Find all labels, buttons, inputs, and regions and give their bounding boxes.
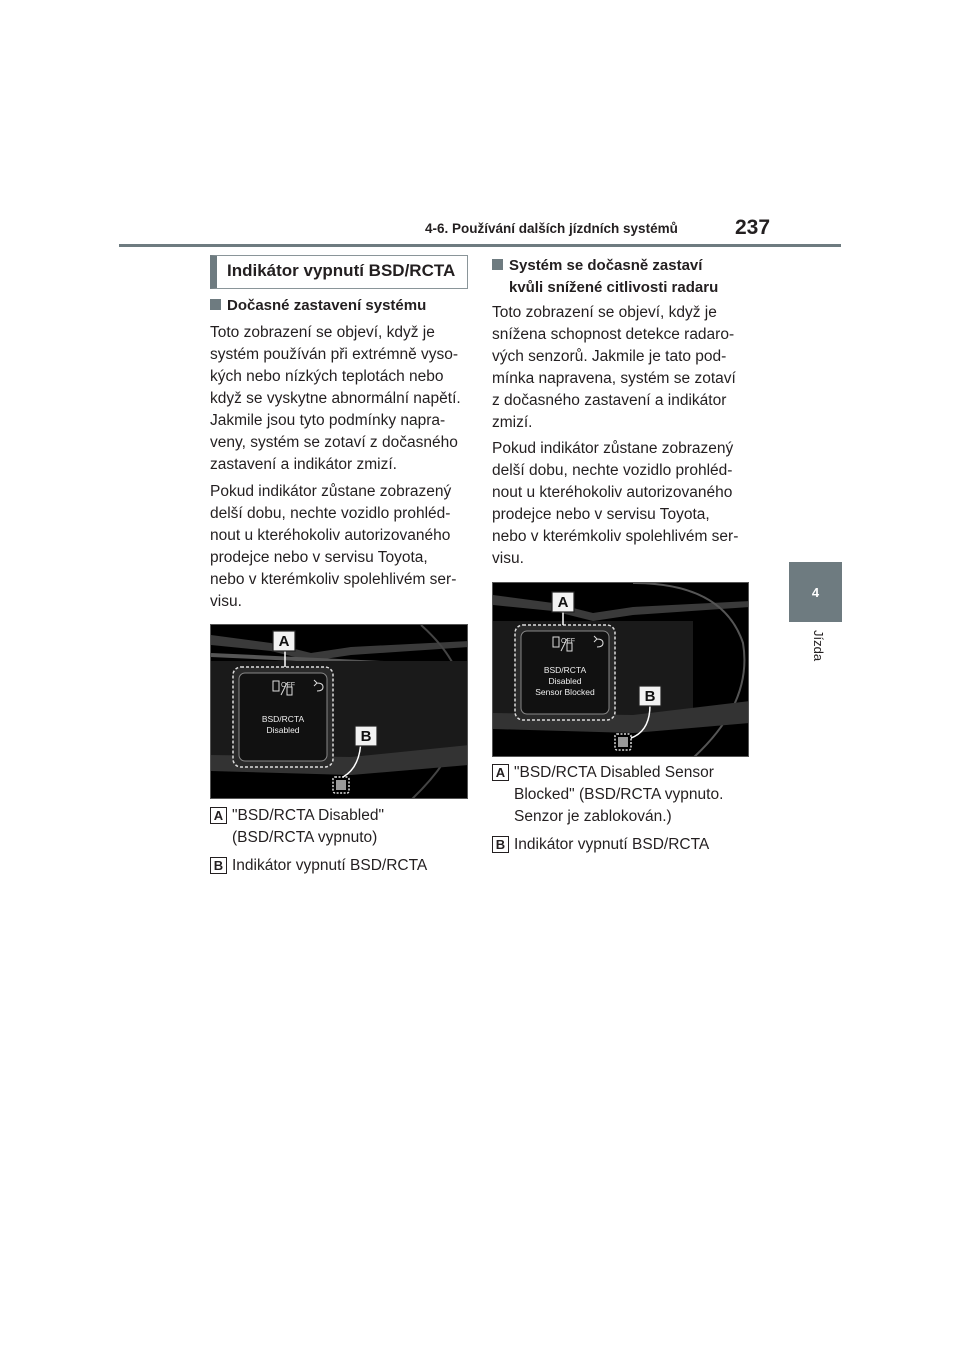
legend-text-line: "BSD/RCTA Disabled Sensor	[514, 764, 714, 781]
left-paragraph-1	[210, 322, 461, 476]
screen-line-3: Sensor Blocked	[535, 687, 595, 697]
header-rule	[119, 244, 841, 247]
bsd-off-indicator-icon	[336, 780, 346, 790]
screen-line-1: BSD/RCTA	[543, 665, 587, 675]
left-subhead	[210, 295, 426, 317]
chapter-label: Jízda	[811, 630, 826, 662]
text-line: Toto zobrazení se objeví, když je	[492, 304, 717, 321]
text-line: nout u kteréhokoliv autorizovaného	[210, 527, 451, 544]
text-line: visu.	[492, 550, 524, 567]
text-line: snížena schopnost detekce radaro-	[492, 326, 735, 343]
right-paragraph-1	[492, 302, 736, 434]
legend-key-b: B	[492, 836, 509, 853]
text-line: delší dobu, nechte vozidlo prohléd-	[492, 462, 733, 479]
chapter-number: 4	[811, 584, 820, 600]
legend-key-a: A	[210, 807, 227, 824]
left-cluster-illustration	[210, 624, 468, 799]
text-line: vých senzorů. Jakmile je tato pod-	[492, 348, 727, 365]
text-line: systém používán při extrémně vyso-	[210, 346, 459, 363]
legend-text-line: Blocked" (BSD/RCTA vypnuto.	[514, 786, 724, 803]
text-line: kých nebo nízkých teplotách nebo	[210, 368, 444, 385]
page-number: 237	[735, 216, 771, 239]
callout-b: B	[644, 688, 656, 705]
text-line: Pokud indikátor zůstane zobrazený	[492, 440, 734, 457]
left-paragraph-2	[210, 481, 456, 613]
text-line: mínka napravena, systém se zotaví	[492, 370, 736, 387]
right-paragraph-2	[492, 438, 738, 570]
text-line: veny, systém se zotaví z dočasného	[210, 434, 458, 451]
bullet-square-icon	[210, 299, 221, 310]
text-line: Jakmile jsou tyto podmínky napra-	[210, 412, 446, 429]
text-line: Pokud indikátor zůstane zobrazený	[210, 483, 452, 500]
callout-a: A	[557, 594, 569, 611]
text-line: nebo v kterémkoliv spolehlivém ser-	[210, 571, 457, 588]
screen-off-text: OFF	[561, 638, 575, 645]
bsd-off-indicator-icon	[618, 737, 628, 747]
chapter-tab	[789, 562, 842, 622]
callout-a: A	[278, 633, 290, 650]
right-subhead-text-1: Systém se dočasně zastaví	[509, 257, 703, 274]
running-header-title: 4-6. Používání dalších jízdních systémů	[425, 221, 678, 236]
screen-line-1: BSD/RCTA	[261, 714, 305, 724]
left-legend-b	[210, 855, 468, 879]
legend-key-b: B	[210, 857, 227, 874]
section-title: Indikátor vypnutí BSD/RCTA	[227, 261, 456, 280]
text-line: nebo v kterémkoliv spolehlivém ser-	[492, 528, 739, 545]
text-line: z dočasného zastavení a indikátor	[492, 392, 727, 409]
text-line: zastavení a indikátor zmizí.	[210, 456, 397, 473]
screen-line-2: Disabled	[548, 676, 582, 686]
text-line: Toto zobrazení se objeví, když je	[210, 324, 435, 341]
legend-text-line: "BSD/RCTA Disabled"	[232, 807, 384, 824]
legend-text-line: Indikátor vypnutí BSD/RCTA	[232, 857, 428, 874]
screen-line-2: Disabled	[266, 725, 300, 735]
text-line: delší dobu, nechte vozidlo prohléd-	[210, 505, 451, 522]
legend-text-line: Senzor je zablokován.)	[514, 808, 672, 825]
screen-off-text: OFF	[281, 682, 295, 689]
right-cluster-illustration	[492, 582, 749, 757]
text-line: nout u kteréhokoliv autorizovaného	[492, 484, 733, 501]
right-legend-a	[492, 762, 752, 830]
bullet-square-icon	[492, 259, 503, 270]
legend-key-a: A	[492, 764, 509, 781]
left-subhead-text: Dočasné zastavení systému	[227, 297, 427, 314]
right-subhead	[492, 255, 718, 299]
left-legend-a	[210, 805, 468, 851]
text-line: prodejce nebo v servisu Toyota,	[492, 506, 710, 523]
text-line: prodejce nebo v servisu Toyota,	[210, 549, 428, 566]
section-title-box	[210, 255, 468, 289]
text-line: zmizí.	[492, 414, 533, 431]
text-line: visu.	[210, 593, 242, 610]
right-legend-b	[492, 834, 752, 858]
legend-text-line: Indikátor vypnutí BSD/RCTA	[514, 836, 710, 853]
right-subhead-text-2: kvůli snížené citlivosti radaru	[509, 279, 719, 296]
text-line: když se vyskytne abnormální napětí.	[210, 390, 461, 407]
legend-text-line: (BSD/RCTA vypnuto)	[232, 829, 378, 846]
callout-b: B	[360, 728, 372, 745]
